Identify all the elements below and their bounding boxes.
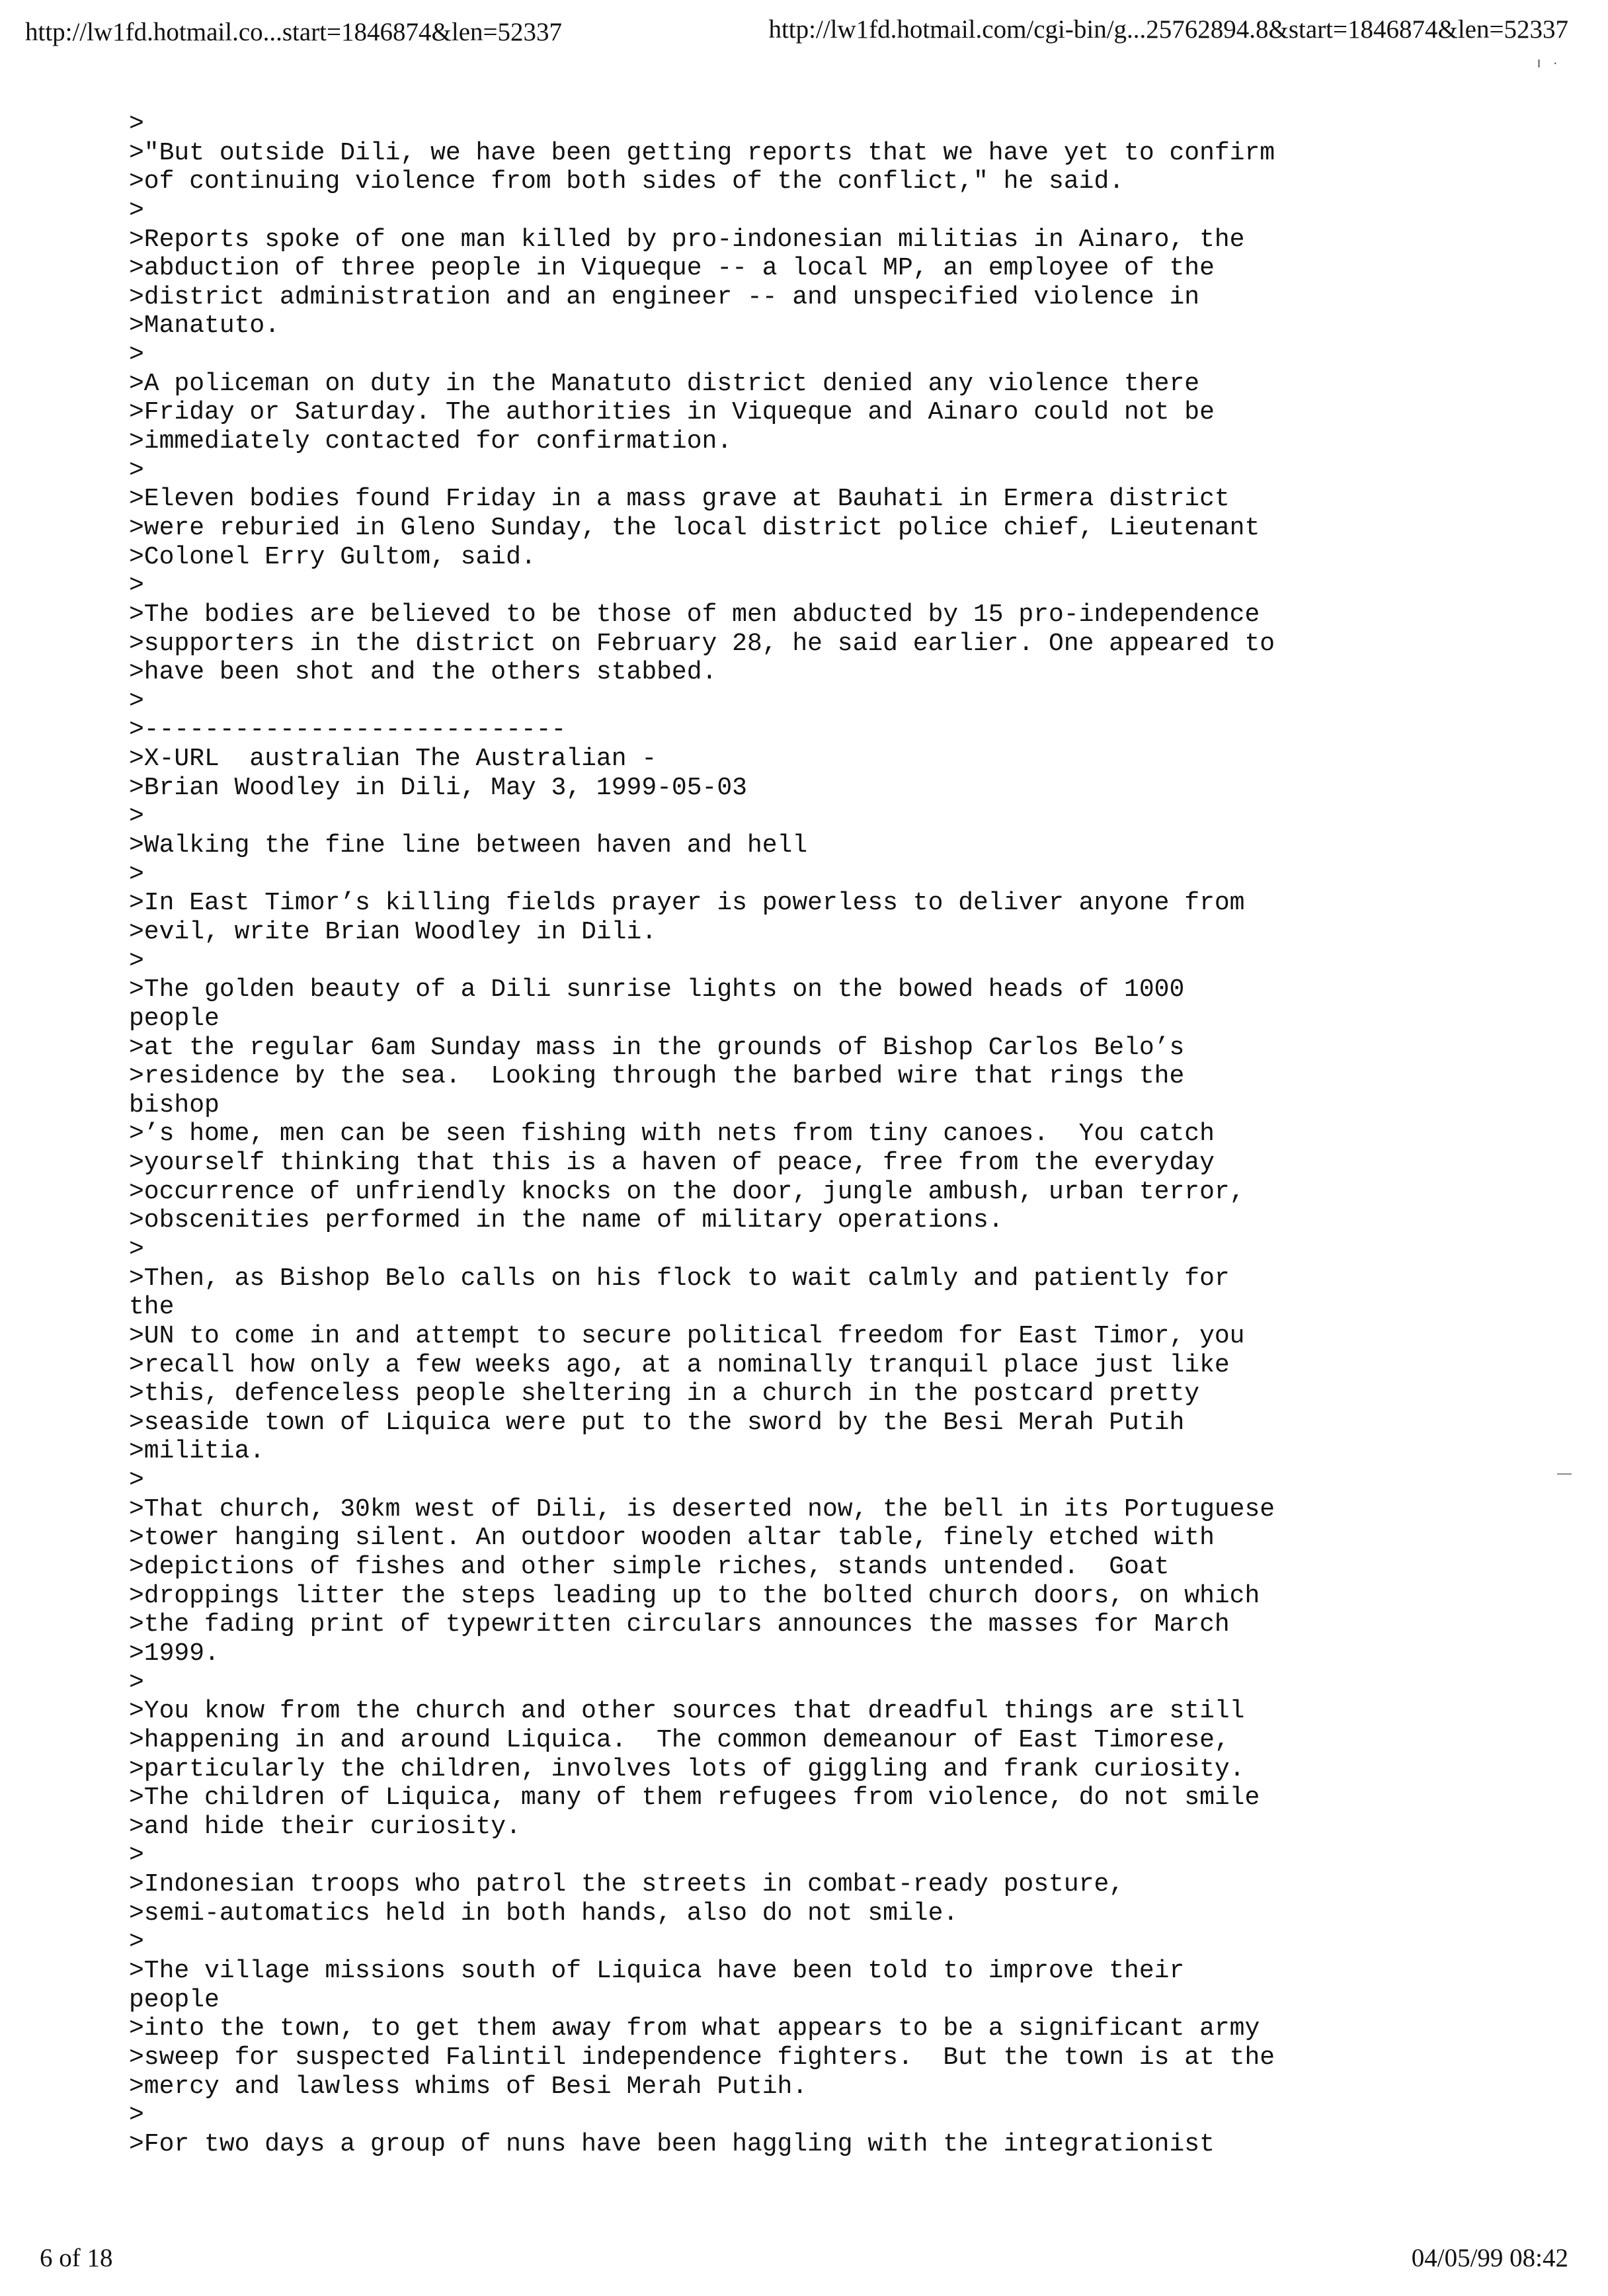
body-line: people (129, 1985, 220, 2014)
body-line: > (129, 686, 144, 716)
body-line: > (129, 2101, 144, 2130)
body-line: > (129, 802, 144, 831)
body-line: >militia. (129, 1437, 265, 1466)
body-line: >mercy and lawless whims of Besi Merah Putih. (129, 2072, 808, 2101)
body-line: >Eleven bodies found Friday in a mass grave at Bauhati in Ermera district (129, 485, 1230, 514)
body-line: >and hide their curiosity. (129, 1812, 521, 1841)
body-line: >have been shot and the others stabbed. (129, 658, 717, 687)
body-line: >supporters in the district on February 28, he said earlier. One appeared to (129, 629, 1275, 658)
body-line: >The children of Liquica, many of them refugees from violence, do not smile (129, 1784, 1260, 1813)
body-line: >residence by the sea. Looking through the barbed wire that rings the (129, 1062, 1185, 1091)
body-line: >into the town, to get them away from what appears to be a significant army (129, 2014, 1260, 2043)
body-line: > (129, 1235, 144, 1264)
body-line: > (129, 1668, 144, 1697)
body-line: >were reburied in Gleno Sunday, the local district police chief, Lieutenant (129, 513, 1260, 542)
body-line: >particularly the children, involves lots of giggling and frank curiosity. (129, 1754, 1245, 1784)
body-line: > (129, 196, 144, 225)
body-line: >the fading print of typewritten circulars announces the masses for March (129, 1610, 1230, 1639)
body-line: >X-URL australian The Australian - (129, 745, 657, 774)
body-line: > (129, 1466, 144, 1495)
body-line: >sweep for suspected Falintil independence fighters. But the town is at the (129, 2043, 1275, 2072)
body-line: >Then, as Bishop Belo calls on his flock to wait calmly and patiently for (129, 1264, 1230, 1293)
body-line: > (129, 1841, 144, 1870)
body-line: >Indonesian troops who patrol the streets in combat-ready posture, (129, 1870, 1125, 1899)
body-line: >UN to come in and attempt to secure political freedom for East Timor, you (129, 1321, 1245, 1350)
body-line: >Colonel Erry Gultom, said. (129, 542, 536, 571)
body-line: > (129, 571, 144, 600)
body-line: >The bodies are believed to be those of men abducted by 15 pro-independence (129, 600, 1260, 629)
body-line: >immediately contacted for confirmation. (129, 427, 733, 456)
body-line: >seaside town of Liquica were put to the sword by the Besi Merah Putih (129, 1408, 1185, 1437)
body-line: > (129, 860, 144, 889)
scan-artifact-mark: ı · (1537, 54, 1562, 71)
body-line: >Walking the fine line between haven and hell (129, 831, 808, 860)
body-line: >The golden beauty of a Dili sunrise lights on the bowed heads of 1000 (129, 975, 1185, 1004)
email-body-text (129, 110, 1570, 2158)
body-line: > (129, 341, 144, 370)
body-line: >"But outside Dili, we have been getting reports that we have yet to confirm (129, 138, 1275, 167)
body-line: the (129, 1293, 175, 1322)
body-line: >droppings litter the steps leading up to the bolted church doors, on which (129, 1581, 1260, 1610)
body-line: >abduction of three people in Viqueque -- a local MP, an employee of the (129, 254, 1215, 283)
body-line: >You know from the church and other sources that dreadful things are still (129, 1697, 1245, 1726)
body-line: >1999. (129, 1639, 220, 1668)
body-line: >occurrence of unfriendly knocks on the door, jungle ambush, urban terror, (129, 1177, 1245, 1206)
body-line: >That church, 30km west of Dili, is deserted now, the bell in its Portuguese (129, 1495, 1275, 1524)
page-indicator: 6 of 18 (40, 2244, 113, 2272)
body-line: >semi-automatics held in both hands, also do not smile. (129, 1899, 959, 1928)
body-line: >depictions of fishes and other simple riches, stands untended. Goat (129, 1553, 1170, 1582)
header-url-left: http://lw1fd.hotmail.co...start=1846874&len=52337 (25, 18, 562, 46)
body-line: >A policeman on duty in the Manatuto district denied any violence there (129, 369, 1200, 398)
body-line: >tower hanging silent. An outdoor wooden altar table, finely etched with (129, 1524, 1215, 1553)
body-line: >Reports spoke of one man killed by pro-indonesian militias in Ainaro, the (129, 225, 1245, 254)
body-line: > (129, 1928, 144, 1957)
print-datetime: 04/05/99 08:42 (1411, 2244, 1568, 2272)
body-line: >of continuing violence from both sides of the conflict," he said. (129, 167, 1125, 196)
body-line: >this, defenceless people sheltering in a church in the postcard pretty (129, 1379, 1200, 1409)
header-url-right: http://lw1fd.hotmail.com/cgi-bin/g...25762894.8&start=1846874&len=52337 (768, 15, 1568, 44)
body-line: bishop (129, 1090, 220, 1120)
body-line: >at the regular 6am Sunday mass in the grounds of Bishop Carlos Belo’s (129, 1033, 1185, 1062)
body-line: > (129, 456, 144, 485)
body-line: >---------------------------- (129, 716, 567, 745)
body-line: >Friday or Saturday. The authorities in Viqueque and Ainaro could not be (129, 398, 1215, 427)
body-line: >happening in and around Liquica. The common demeanour of East Timorese, (129, 1725, 1230, 1754)
body-line: >Manatuto. (129, 311, 280, 341)
body-line: > (129, 110, 144, 138)
body-line: people (129, 1004, 220, 1033)
body-line: >The village missions south of Liquica have been told to improve their (129, 1957, 1185, 1985)
body-line: >district administration and an engineer -- and unspecified violence in (129, 282, 1200, 311)
body-line: >yourself thinking that this is a haven of peace, free from the everyday (129, 1149, 1215, 1178)
body-line: >In East Timor’s killing fields prayer is powerless to deliver anyone from (129, 889, 1245, 918)
body-line: > (129, 946, 144, 975)
body-line: >For two days a group of nuns have been haggling with the integrationist (129, 2129, 1215, 2158)
body-line: >obscenities performed in the name of military operations. (129, 1206, 1004, 1235)
body-line: >’s home, men can be seen fishing with nets from tiny canoes. You catch (129, 1120, 1215, 1149)
body-line: >recall how only a few weeks ago, at a nominally tranquil place just like (129, 1350, 1230, 1379)
body-line: >evil, write Brian Woodley in Dili. (129, 917, 657, 946)
body-line: >Brian Woodley in Dili, May 3, 1999-05-03 (129, 773, 747, 802)
